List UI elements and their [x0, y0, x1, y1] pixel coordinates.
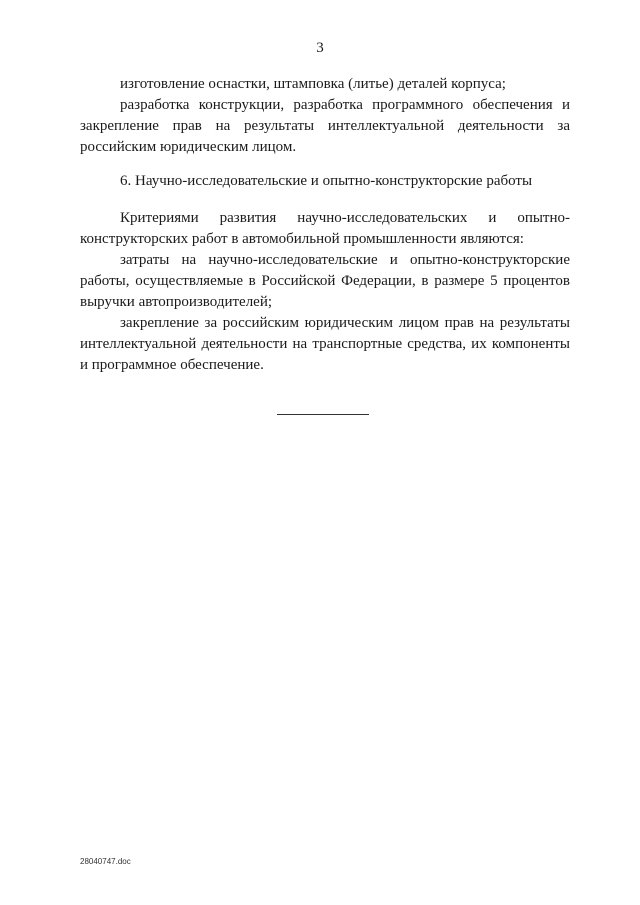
- paragraph-rd-expenses: затраты на научно-исследовательские и опытно-конструкторские работы, осуществляемые в Российской Федерации, в размере 5 процентов выручки автопроизводителей;: [80, 252, 570, 310]
- section-body: [80, 208, 570, 376]
- section-heading-block: [80, 171, 570, 192]
- top-section: [80, 74, 570, 158]
- paragraph-design-rights: разработка конструкции, разработка программного обеспечения и закрепление прав на результаты интеллектуальной деятельности за российским юридическим лицом.: [80, 97, 570, 155]
- footer-document-filename: 28040747.doc: [80, 857, 131, 866]
- paragraph-ip-rights: закрепление за российским юридическим лицом прав на результаты интеллектуальной деятельности на транспортные средства, их компоненты и программное обеспечение.: [80, 315, 570, 373]
- page-number: 3: [316, 40, 324, 56]
- section-heading: 6. Научно-исследовательские и опытно-конструкторские работы: [120, 173, 533, 189]
- paragraph-criteria-intro: Критериями развития научно-исследовательских и опытно-конструкторских работ в автомобильной промышленности являются:: [80, 210, 570, 247]
- end-separator-line: [277, 414, 369, 415]
- paragraph-tooling: изготовление оснастки, штамповка (литье) деталей корпуса;: [120, 76, 506, 92]
